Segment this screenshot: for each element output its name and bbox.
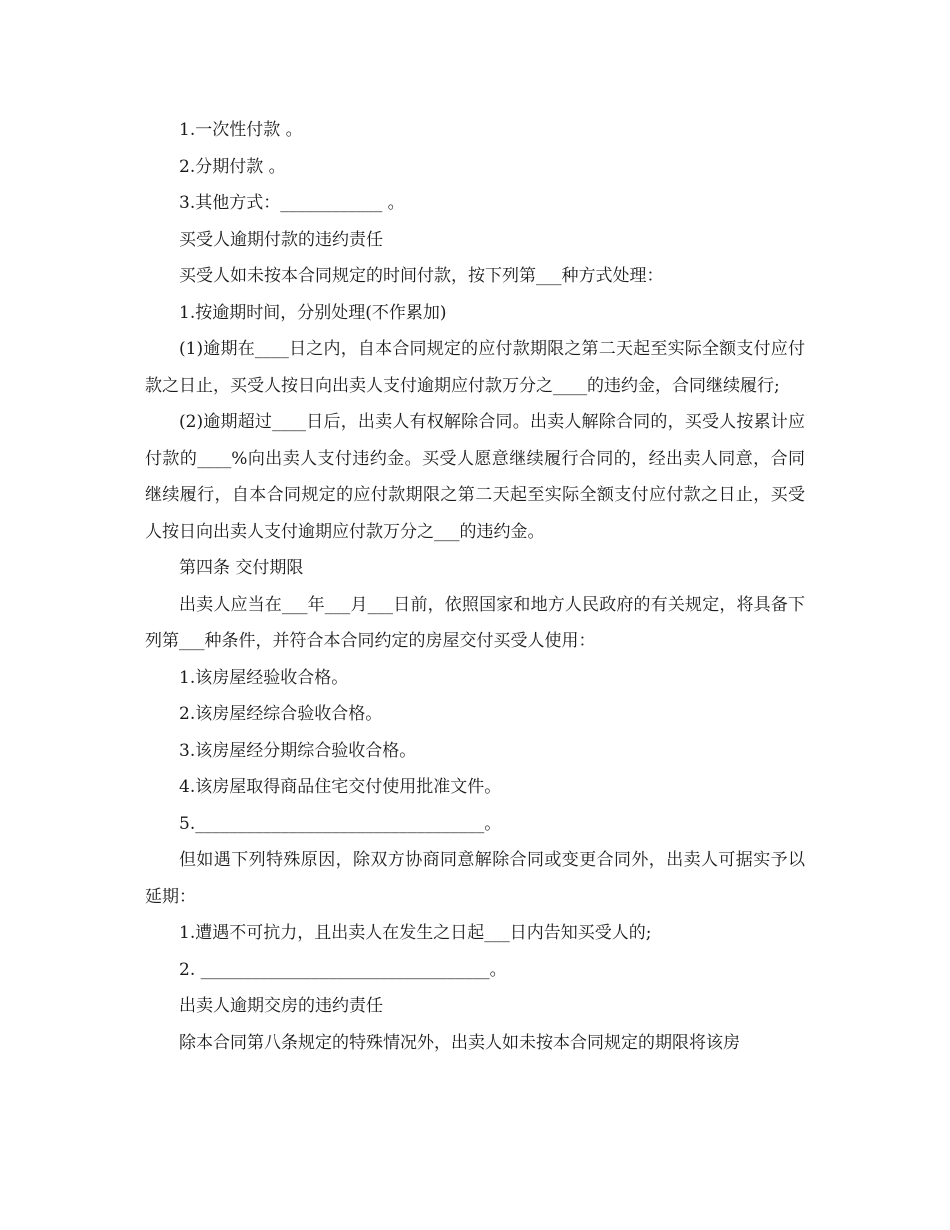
delivery-condition-4: 4.该房屋取得商品住宅交付使用批准文件。: [179, 777, 502, 797]
article-four-heading: 第四条 交付期限: [179, 558, 304, 578]
delivery-condition-3: 3.该房屋经分期综合验收合格。: [179, 740, 417, 761]
extension-reason-1: 1.遭遇不可抗力，且出卖人在发生之日起___日内告知买受人的;: [179, 923, 652, 943]
delivery-condition-5: 5.__________________________________。: [179, 813, 502, 834]
late-delivery-text: 除本合同第八条规定的特殊情况外，出卖人如未按本合同规定的期限将该房: [179, 1032, 740, 1053]
delivery-condition-1: 1.该房屋经验收合格。: [179, 667, 349, 688]
payment-option-lump-sum: 1.一次性付款 。: [179, 120, 303, 140]
late-payment-subclause-2: (2)逾期超过____日后，出卖人有权解除合同。出卖人解除合同的，买受人按累计应付款的____%向出卖人支付违约金。买受人愿意继续履行合同的，经出卖人同意，合同继续履行，自本合同规定的应付款期限之第二天起至实际全额支付应付款之日止，买受人按日向出卖人支付逾期应付款万分之___的违约金。: [145, 412, 805, 542]
late-payment-intro: 买受人如未按本合同规定的时间付款，按下列第___种方式处理：: [179, 266, 664, 286]
payment-option-installment: 2.分期付款 。: [179, 156, 286, 177]
section-heading-late-delivery: 出卖人逾期交房的违约责任: [179, 996, 383, 1016]
payment-option-other: 3.其他方式：____________ 。: [179, 193, 405, 213]
delivery-condition-2: 2.该房屋经综合验收合格。: [179, 704, 383, 724]
delivery-deadline-text: 出卖人应当在___年___月___日前，依照国家和地方人民政府的有关规定，将具备下列第___种条件，并符合本合同约定的房屋交付买受人使用：: [145, 594, 805, 651]
extension-reason-2: 2. __________________________________。: [179, 959, 507, 980]
extension-intro: 但如遇下列特殊原因，除双方协商同意解除合同或变更合同外，出卖人可据实予以延期：: [145, 850, 805, 907]
late-payment-clause-1: 1.按逾期时间，分别处理(不作累加): [179, 302, 447, 323]
late-payment-subclause-1: (1)逾期在____日之内，自本合同规定的应付款期限之第二天起至实际全额支付应付款之日止，买受人按日向出卖人支付逾期应付款万分之____的违约金，合同继续履行;: [145, 339, 805, 396]
section-heading-late-payment: 买受人逾期付款的违约责任: [179, 229, 383, 250]
document-body: [145, 112, 805, 1061]
